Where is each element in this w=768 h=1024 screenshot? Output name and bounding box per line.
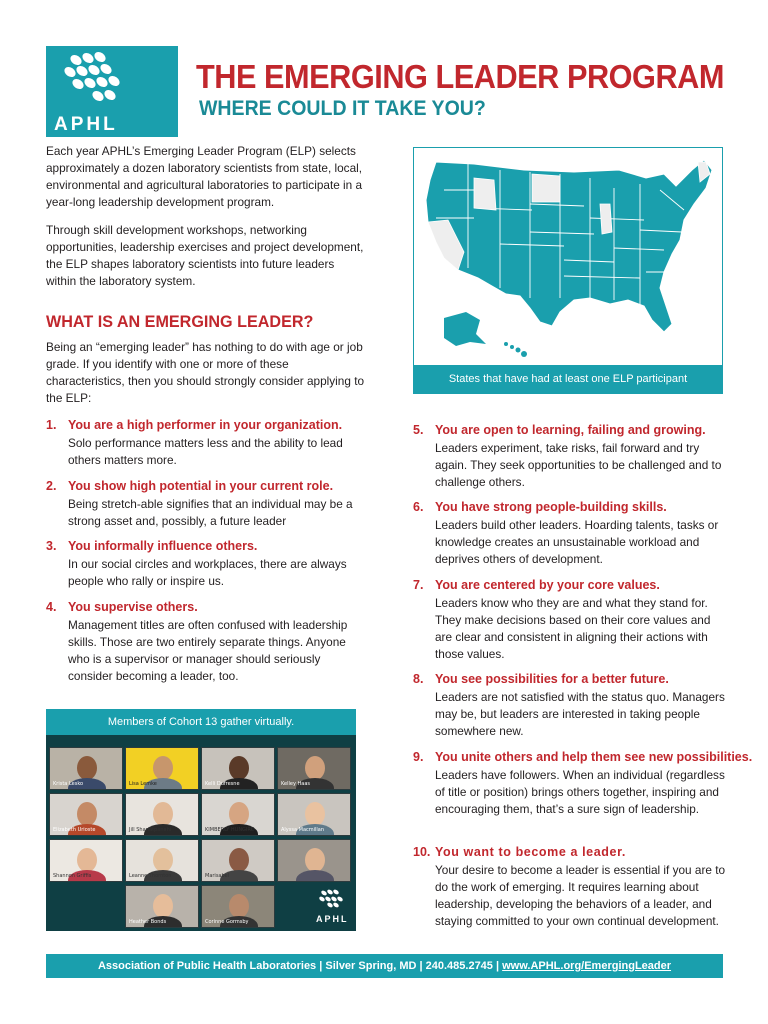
cohort-brand-text: APHL: [316, 914, 349, 924]
participant-name: Lisa Lemke: [129, 781, 157, 787]
item-number: 10.: [413, 845, 431, 859]
section-heading: WHAT IS AN EMERGING LEADER?: [46, 312, 314, 331]
footer-link[interactable]: www.APHL.org/EmergingLeader: [502, 960, 672, 972]
participant-name: Shannon Griffis: [53, 873, 92, 879]
video-tile: [49, 747, 123, 790]
item-number: 1.: [46, 418, 57, 432]
item-body: Solo performance matters less and the ability to lead others matters more.: [68, 436, 343, 467]
item-heading: You are a high performer in your organization.: [68, 418, 343, 432]
aphl-logo: [46, 46, 178, 137]
video-tile: [49, 839, 123, 882]
logo-wordmark: APHL: [54, 114, 118, 135]
participant-name: KIMBERLY HUNGIRC: [205, 827, 255, 833]
video-tile: [49, 793, 123, 836]
participant-name: Marisabel: [205, 873, 230, 879]
video-tile: [125, 747, 199, 790]
video-tile: [125, 793, 199, 836]
item-number: 4.: [46, 600, 57, 614]
participant-name: Kelley Haas: [281, 781, 311, 787]
video-tile: [201, 747, 275, 790]
item-number: 9.: [413, 750, 424, 764]
cohort-brand-logo: [312, 887, 352, 927]
participant-name: Krista Lesko: [53, 781, 84, 787]
logo-pills-icon: [312, 887, 352, 913]
video-tile: [125, 839, 199, 882]
video-tile: [125, 885, 199, 928]
participant-name: Corinne Gormsby: [205, 919, 249, 925]
video-tile: [201, 793, 275, 836]
page-title: THE EMERGING LEADER PROGRAM: [196, 58, 724, 95]
video-tile: [277, 747, 351, 790]
item-body: Leaders know who they are and what they stand for. They make decisions based on their core values and are clear and consistent in aligning their actions with those values.: [435, 596, 711, 661]
logo-pills-icon: [46, 46, 178, 116]
item-number: 3.: [46, 539, 57, 553]
intro-paragraph-2: Through skill development workshops, networking opportunities, leadership exercises and project development, the ELP shapes laboratory scientists into future leaders within the laboratory system.: [46, 223, 364, 288]
participant-name: Kelli Dufresne: [205, 781, 240, 787]
participant-name: Elizabeth Urioste: [53, 827, 96, 833]
participant-name: Leanne Thornton: [129, 873, 172, 879]
item-body: Being stretch-able signifies that an individual may be a strong asset and, possibly, a future leader: [68, 497, 353, 528]
item-body: In our social circles and workplaces, there are always people who rally or inspire us.: [68, 557, 347, 588]
item-number: 2.: [46, 479, 57, 493]
item-body: Leaders have followers. When an individual (regardless of title or position) brings others together, inspiring and encouraging them, that’s a sure sign of leadership.: [435, 768, 725, 816]
item-heading: You are open to learning, failing and growing.: [435, 423, 706, 437]
item-heading: You are centered by your core values.: [435, 578, 660, 592]
footer-bar: [46, 954, 723, 978]
item-heading: You see possibilities for a better future.: [435, 672, 669, 686]
item-heading: You have strong people-building skills.: [435, 500, 667, 514]
section-lead: Being an “emerging leader” has nothing to do with age or job grade. If you identify with one or more of these characteristics, then you should strongly consider applying to the ELP:: [46, 340, 365, 405]
item-number: 5.: [413, 423, 424, 437]
item-heading: You informally influence others.: [68, 539, 258, 553]
video-tile: [277, 839, 351, 882]
item-number: 7.: [413, 578, 424, 592]
participant-name: Jill Shariatpanahi: [129, 827, 172, 833]
item-heading: You unite others and help them see new possibilities.: [435, 750, 753, 764]
item-body: Leaders build other leaders. Hoarding talents, tasks or knowledge creates an unsustainable workload and deprives others of development.: [435, 518, 719, 566]
cohort-caption: Members of Cohort 13 gather virtually.: [46, 709, 356, 735]
page-subtitle: WHERE COULD IT TAKE YOU?: [199, 97, 486, 120]
footer-text: Association of Public Health Laboratories | Silver Spring, MD | 240.485.2745 |: [97, 960, 500, 972]
participant-name: Heather Bonds: [129, 919, 167, 925]
cohort-photo: [46, 709, 356, 931]
item-body: Leaders experiment, take risks, fail forward and try again. They seek opportunities to be challenged and to challenge others.: [435, 441, 722, 489]
item-body: Your desire to become a leader is essential if you are to do the work of emerging. It requires learning about leadership, developing the behaviors of a leader, and staying committed to your own continual development.: [435, 863, 726, 928]
map-caption: States that have had at least one ELP participant: [414, 365, 722, 393]
video-tile: [201, 839, 275, 882]
participant-name: Alyssa Macmillan: [281, 827, 325, 833]
item-body: Management titles are often confused with leadership skills. Those are two entirely separate things. Anyone who is a supervisor or manager should seriously consider becoming a leader, too.: [68, 618, 348, 683]
intro-paragraph-1: Each year APHL’s Emerging Leader Program (ELP) selects approximately a dozen laboratory scientists from state, local, environmental and agricultural laboratories to participate in a year-long leadership development program.: [46, 144, 363, 209]
item-heading: You want to become a leader.: [435, 845, 626, 859]
item-heading: You supervise others.: [68, 600, 198, 614]
video-tile: [201, 885, 275, 928]
item-body: Leaders are not satisfied with the status quo. Managers may be, but leaders are interested in taking people somewhere new.: [435, 690, 725, 738]
item-heading: You show high potential in your current role.: [68, 479, 334, 493]
item-number: 6.: [413, 500, 424, 514]
video-tile: [277, 793, 351, 836]
us-map-figure: [413, 147, 723, 394]
us-map-icon: [414, 148, 722, 366]
item-number: 8.: [413, 672, 424, 686]
